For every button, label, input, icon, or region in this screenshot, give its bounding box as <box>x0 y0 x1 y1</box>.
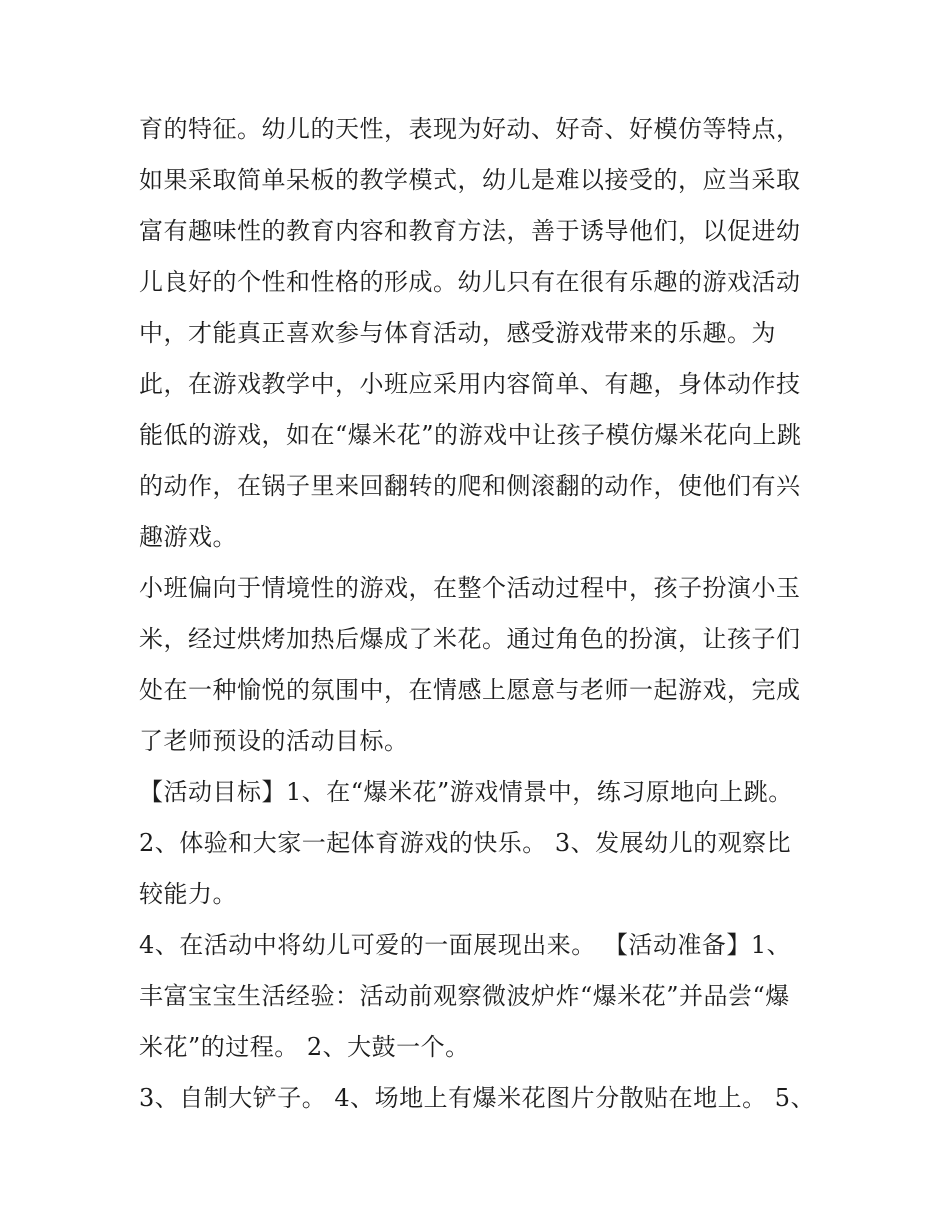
text-line: 米花”的过程。 2、大鼓一个。 <box>139 1033 470 1061</box>
text-line: 此，在游戏教学中，小班应采用内容简单、有趣，身体动作技 <box>139 370 801 398</box>
text-line: 米，经过烘烤加热后爆成了米花。通过角色的扮演，让孩子们 <box>139 625 801 653</box>
text-line: 【活动目标】1、在“爆米花”游戏情景中，练习原地向上跳。 <box>139 778 793 806</box>
text-line: 了老师预设的活动目标。 <box>139 727 409 755</box>
text-line: 能低的游戏，如在“爆米花”的游戏中让孩子模仿爆米花向上跳 <box>139 421 802 449</box>
text-line: 小班偏向于情境性的游戏，在整个活动过程中，孩子扮演小玉 <box>139 574 801 602</box>
text-line: 如果采取简单呆板的教学模式，幼儿是难以接受的，应当采取 <box>139 166 801 194</box>
text-line: 4、在活动中将幼儿可爱的一面展现出来。 【活动准备】1、 <box>139 931 792 959</box>
text-line: 富有趣味性的教育内容和教育方法，善于诱导他们，以促进幼 <box>139 217 801 245</box>
text-line: 的动作，在锅子里来回翻转的爬和侧滚翻的动作，使他们有兴 <box>139 472 801 500</box>
text-line: 3、自制大铲子。 4、场地上有爆米花图片分散贴在地上。 5、 <box>139 1084 816 1112</box>
text-line: 育的特征。幼儿的天性，表现为好动、好奇、好模仿等特点， <box>139 115 801 143</box>
text-line: 中，才能真正喜欢参与体育活动，感受游戏带来的乐趣。为 <box>139 319 776 347</box>
text-line: 2、体验和大家一起体育游戏的快乐。 3、发展幼儿的观察比 <box>139 829 792 857</box>
text-line: 较能力。 <box>139 880 237 908</box>
text-line: 趣游戏。 <box>139 523 237 551</box>
text-line: 丰富宝宝生活经验：活动前观察微波炉炸“爆米花”并品尝“爆 <box>139 982 790 1010</box>
document-body <box>139 104 819 1124</box>
text-line: 处在一种愉悦的氛围中，在情感上愿意与老师一起游戏，完成 <box>139 676 801 704</box>
text-line: 儿良好的个性和性格的形成。幼儿只有在很有乐趣的游戏活动 <box>139 268 801 296</box>
